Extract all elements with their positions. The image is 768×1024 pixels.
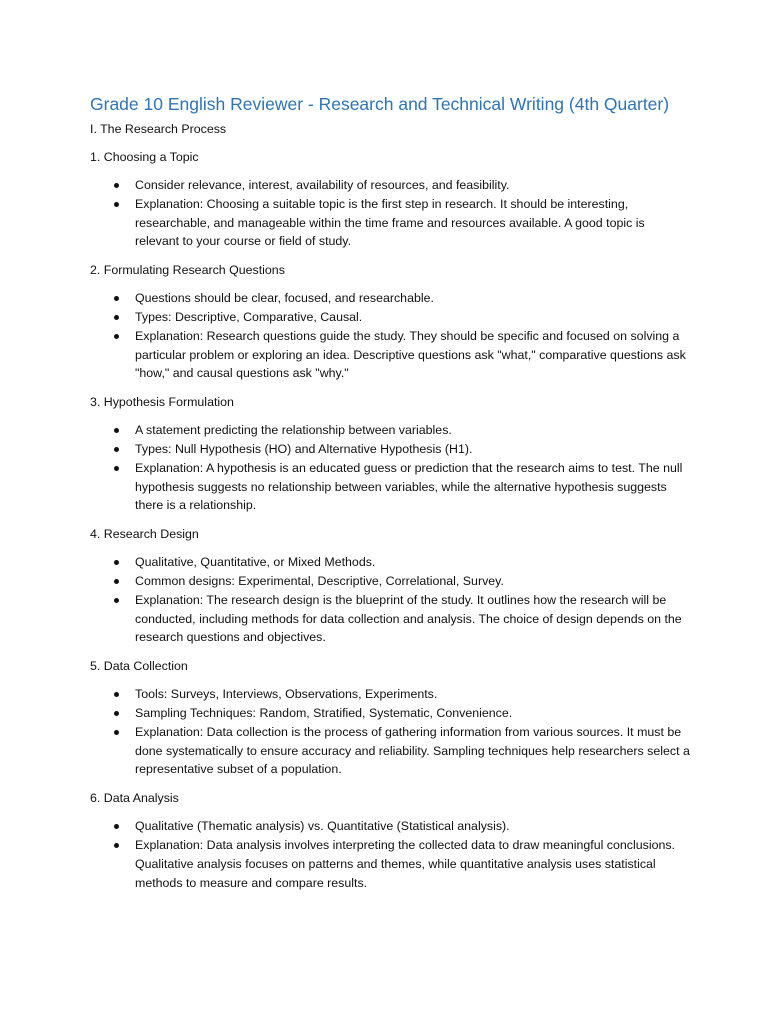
bullet-text: Qualitative, Quantitative, or Mixed Methods. [135,555,376,570]
bullet-text: Questions should be clear, focused, and researchable. [135,291,434,306]
bullet-text: Sampling Techniques: Random, Stratified, Systematic, Convenience. [135,705,513,720]
section-heading: 5. Data Collection [90,659,188,674]
list-item [90,327,690,383]
list-item [90,176,690,195]
bullet-icon [114,692,119,697]
bullet-icon [114,466,119,471]
bullet-text: Explanation: Data collection is the process of gathering information from various sources. It must be done systematically to ensure accuracy and reliability. Sampling techniques help researchers select a representative subset of a population. [135,724,690,777]
list-item [90,704,690,723]
bullet-list [90,553,690,647]
section [90,393,690,515]
list-item [90,289,690,308]
section-heading: 6. Data Analysis [90,791,179,806]
section [90,657,690,779]
section [90,525,690,647]
list-item [90,591,690,647]
bullet-icon [114,824,119,829]
bullet-text: A statement predicting the relationship between variables. [135,423,452,438]
list-item [90,195,690,251]
sections-container [90,148,690,892]
section-heading: 4. Research Design [90,527,199,542]
bullet-icon [114,579,119,584]
bullet-icon [114,730,119,735]
bullet-list [90,421,690,515]
list-item [90,572,690,591]
document-title: Grade 10 English Reviewer - Research and Technical Writing (4th Quarter) [90,94,670,114]
bullet-icon [114,447,119,452]
bullet-text: Explanation: The research design is the blueprint of the study. It outlines how the research will be conducted, including methods for data collection and analysis. The choice of design depends on the research questions and objectives. [135,592,682,645]
section-heading: 3. Hypothesis Formulation [90,395,234,410]
part-heading: I. The Research Process [90,122,227,136]
bullet-icon [114,560,119,565]
bullet-text: Types: Descriptive, Comparative, Causal. [135,309,363,324]
bullet-text: Tools: Surveys, Interviews, Observations, Experiments. [135,687,438,702]
bullet-list [90,685,690,779]
list-item [90,723,690,779]
bullet-text: Consider relevance, interest, availability of resources, and feasibility. [135,178,510,192]
bullet-text: Explanation: Data analysis involves interpreting the collected data to draw meaningful conclusions. Qualitative analysis focuses on patterns and themes, while quantitative analysis uses statistical methods to measure and compare results. [135,837,675,890]
bullet-list [90,289,690,383]
section [90,789,690,892]
list-item [90,553,690,572]
list-item [90,459,690,515]
section-heading: 1. Choosing a Topic [90,150,199,164]
bullet-icon [114,711,119,716]
document-page [90,93,690,902]
bullet-text: Explanation: Research questions guide the study. They should be specific and focused on solving a particular problem or exploring an idea. Descriptive questions ask "what," comparative questions ask "how," and causal questions ask "why." [135,328,686,381]
bullet-icon [114,202,119,207]
section [90,148,690,251]
bullet-text: Common designs: Experimental, Descriptive, Correlational, Survey. [135,573,504,588]
bullet-list [90,817,690,892]
bullet-icon [114,843,119,848]
bullet-list [90,176,690,251]
section [90,261,690,383]
bullet-text: Qualitative (Thematic analysis) vs. Quantitative (Statistical analysis). [135,819,510,834]
bullet-icon [114,183,119,188]
bullet-icon [114,428,119,433]
bullet-icon [114,296,119,301]
bullet-text: Explanation: Choosing a suitable topic is the first step in research. It should be interesting, researchable, and manageable within the time frame and resources available. A good topic is relevant to your course or field of study. [135,196,645,249]
bullet-icon [114,598,119,603]
list-item [90,421,690,440]
bullet-icon [114,334,119,339]
bullet-icon [114,315,119,320]
section-heading: 2. Formulating Research Questions [90,263,285,278]
list-item [90,308,690,327]
list-item [90,685,690,704]
bullet-text: Types: Null Hypothesis (HO) and Alternative Hypothesis (H1). [135,441,473,456]
list-item [90,817,690,836]
list-item [90,440,690,459]
list-item [90,836,690,892]
bullet-text: Explanation: A hypothesis is an educated guess or prediction that the research aims to test. The null hypothesis suggests no relationship between variables, while the alternative hypothesis suggests there is a relationship. [135,460,683,513]
